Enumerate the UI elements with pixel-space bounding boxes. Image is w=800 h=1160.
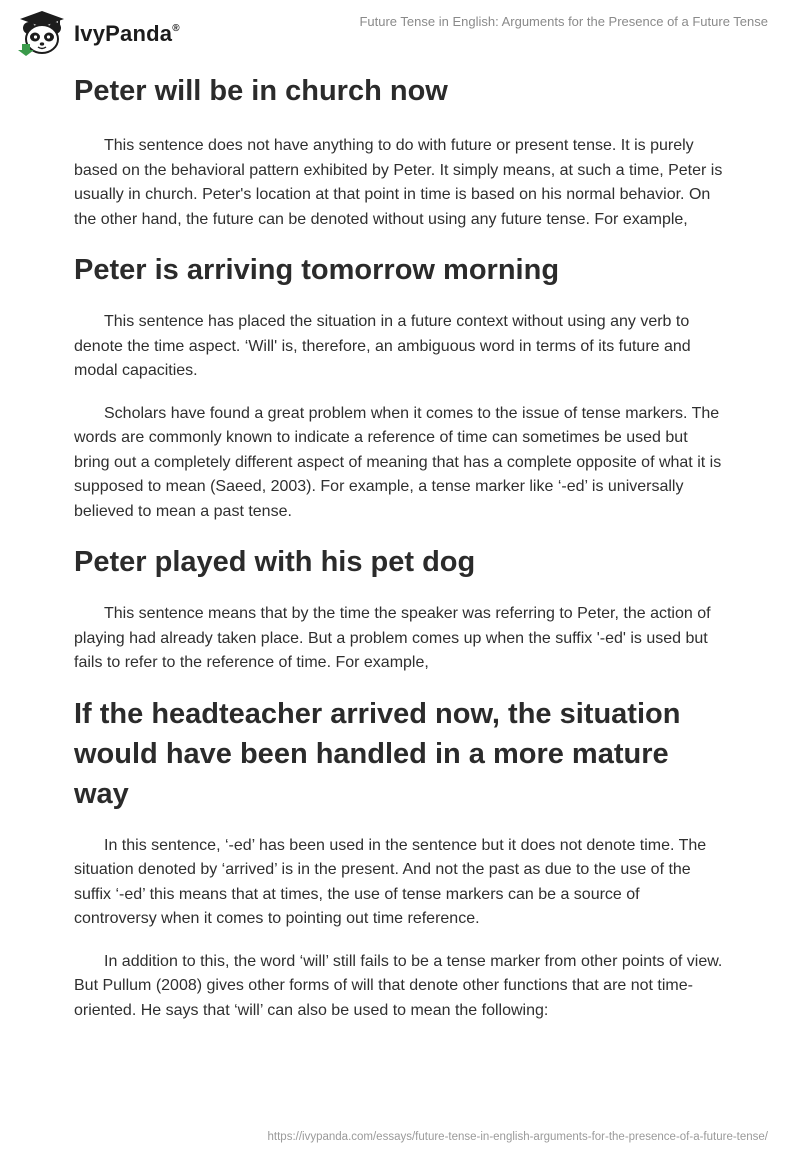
page-header: [0, 0, 800, 70]
example-heading-1: Peter will be in church now: [74, 75, 448, 107]
essay-body: [74, 66, 724, 1023]
example-heading-3: Peter played with his pet dog: [74, 546, 476, 578]
registered-mark: ®: [172, 22, 180, 34]
paragraph-4: This sentence means that by the time the speaker was referring to Peter, the action of playing had already taken place. But a problem comes up when the suffix '-ed' is used but fails to refer to the reference of time. For example,: [74, 605, 711, 671]
example-heading-2: Peter is arriving tomorrow morning: [74, 254, 560, 286]
brand-name: IvyPanda®: [74, 21, 180, 46]
paragraph-1: This sentence does not have anything to do with future or present tense. It is purely based on the behavioral pattern exhibited by Peter. It simply means, at such a time, Peter is usually in church. Peter's location at that point in time is based on his normal behavior. On the other hand, the future can be denoted without using any future tense. For example,: [74, 137, 723, 228]
source-url[interactable]: https://ivypanda.com/essays/future-tense-in-english-arguments-for-the-presence-of-a-future-tense/: [267, 1131, 768, 1143]
paragraph-3: Scholars have found a great problem when it comes to the issue of tense markers. The words are commonly known to indicate a reference of time can sometimes be used but bring out a completely different aspect of meaning that has a complete opposite of what it is supposed to mean (Saeed, 2003). For example, a tense marker like ‘-ed’ is universally believed to mean a past tense.: [74, 404, 722, 520]
example-heading-4: If the headteacher arrived now, the situation would have been handled in a more mature way: [74, 697, 681, 810]
site-logo[interactable]: [16, 8, 180, 60]
paragraph-5: In this sentence, ‘-ed’ has been used in the sentence but it does not denote time. The situation denoted by ‘arrived’ is in the present. And not the past as due to the use of the suffix ‘-ed’ this means that at times, the use of tense markers can be a source of controversy when it comes to pointing out time reference.: [74, 836, 707, 927]
document-title: Future Tense in English: Arguments for the Presence of a Future Tense: [359, 14, 768, 29]
panda-graduate-icon: [16, 8, 68, 60]
paragraph-6: In addition to this, the word ‘will’ still fails to be a tense marker from other points of view. But Pullum (2008) gives other forms of will that denote other functions that are not time-oriented. He says that ‘will’ can also be used to mean the following:: [74, 952, 723, 1019]
paragraph-2: This sentence has placed the situation in a future context without using any verb to denote the time aspect. ‘Will' is, therefore, an ambiguous word in terms of its future and modal capacities.: [74, 313, 691, 379]
